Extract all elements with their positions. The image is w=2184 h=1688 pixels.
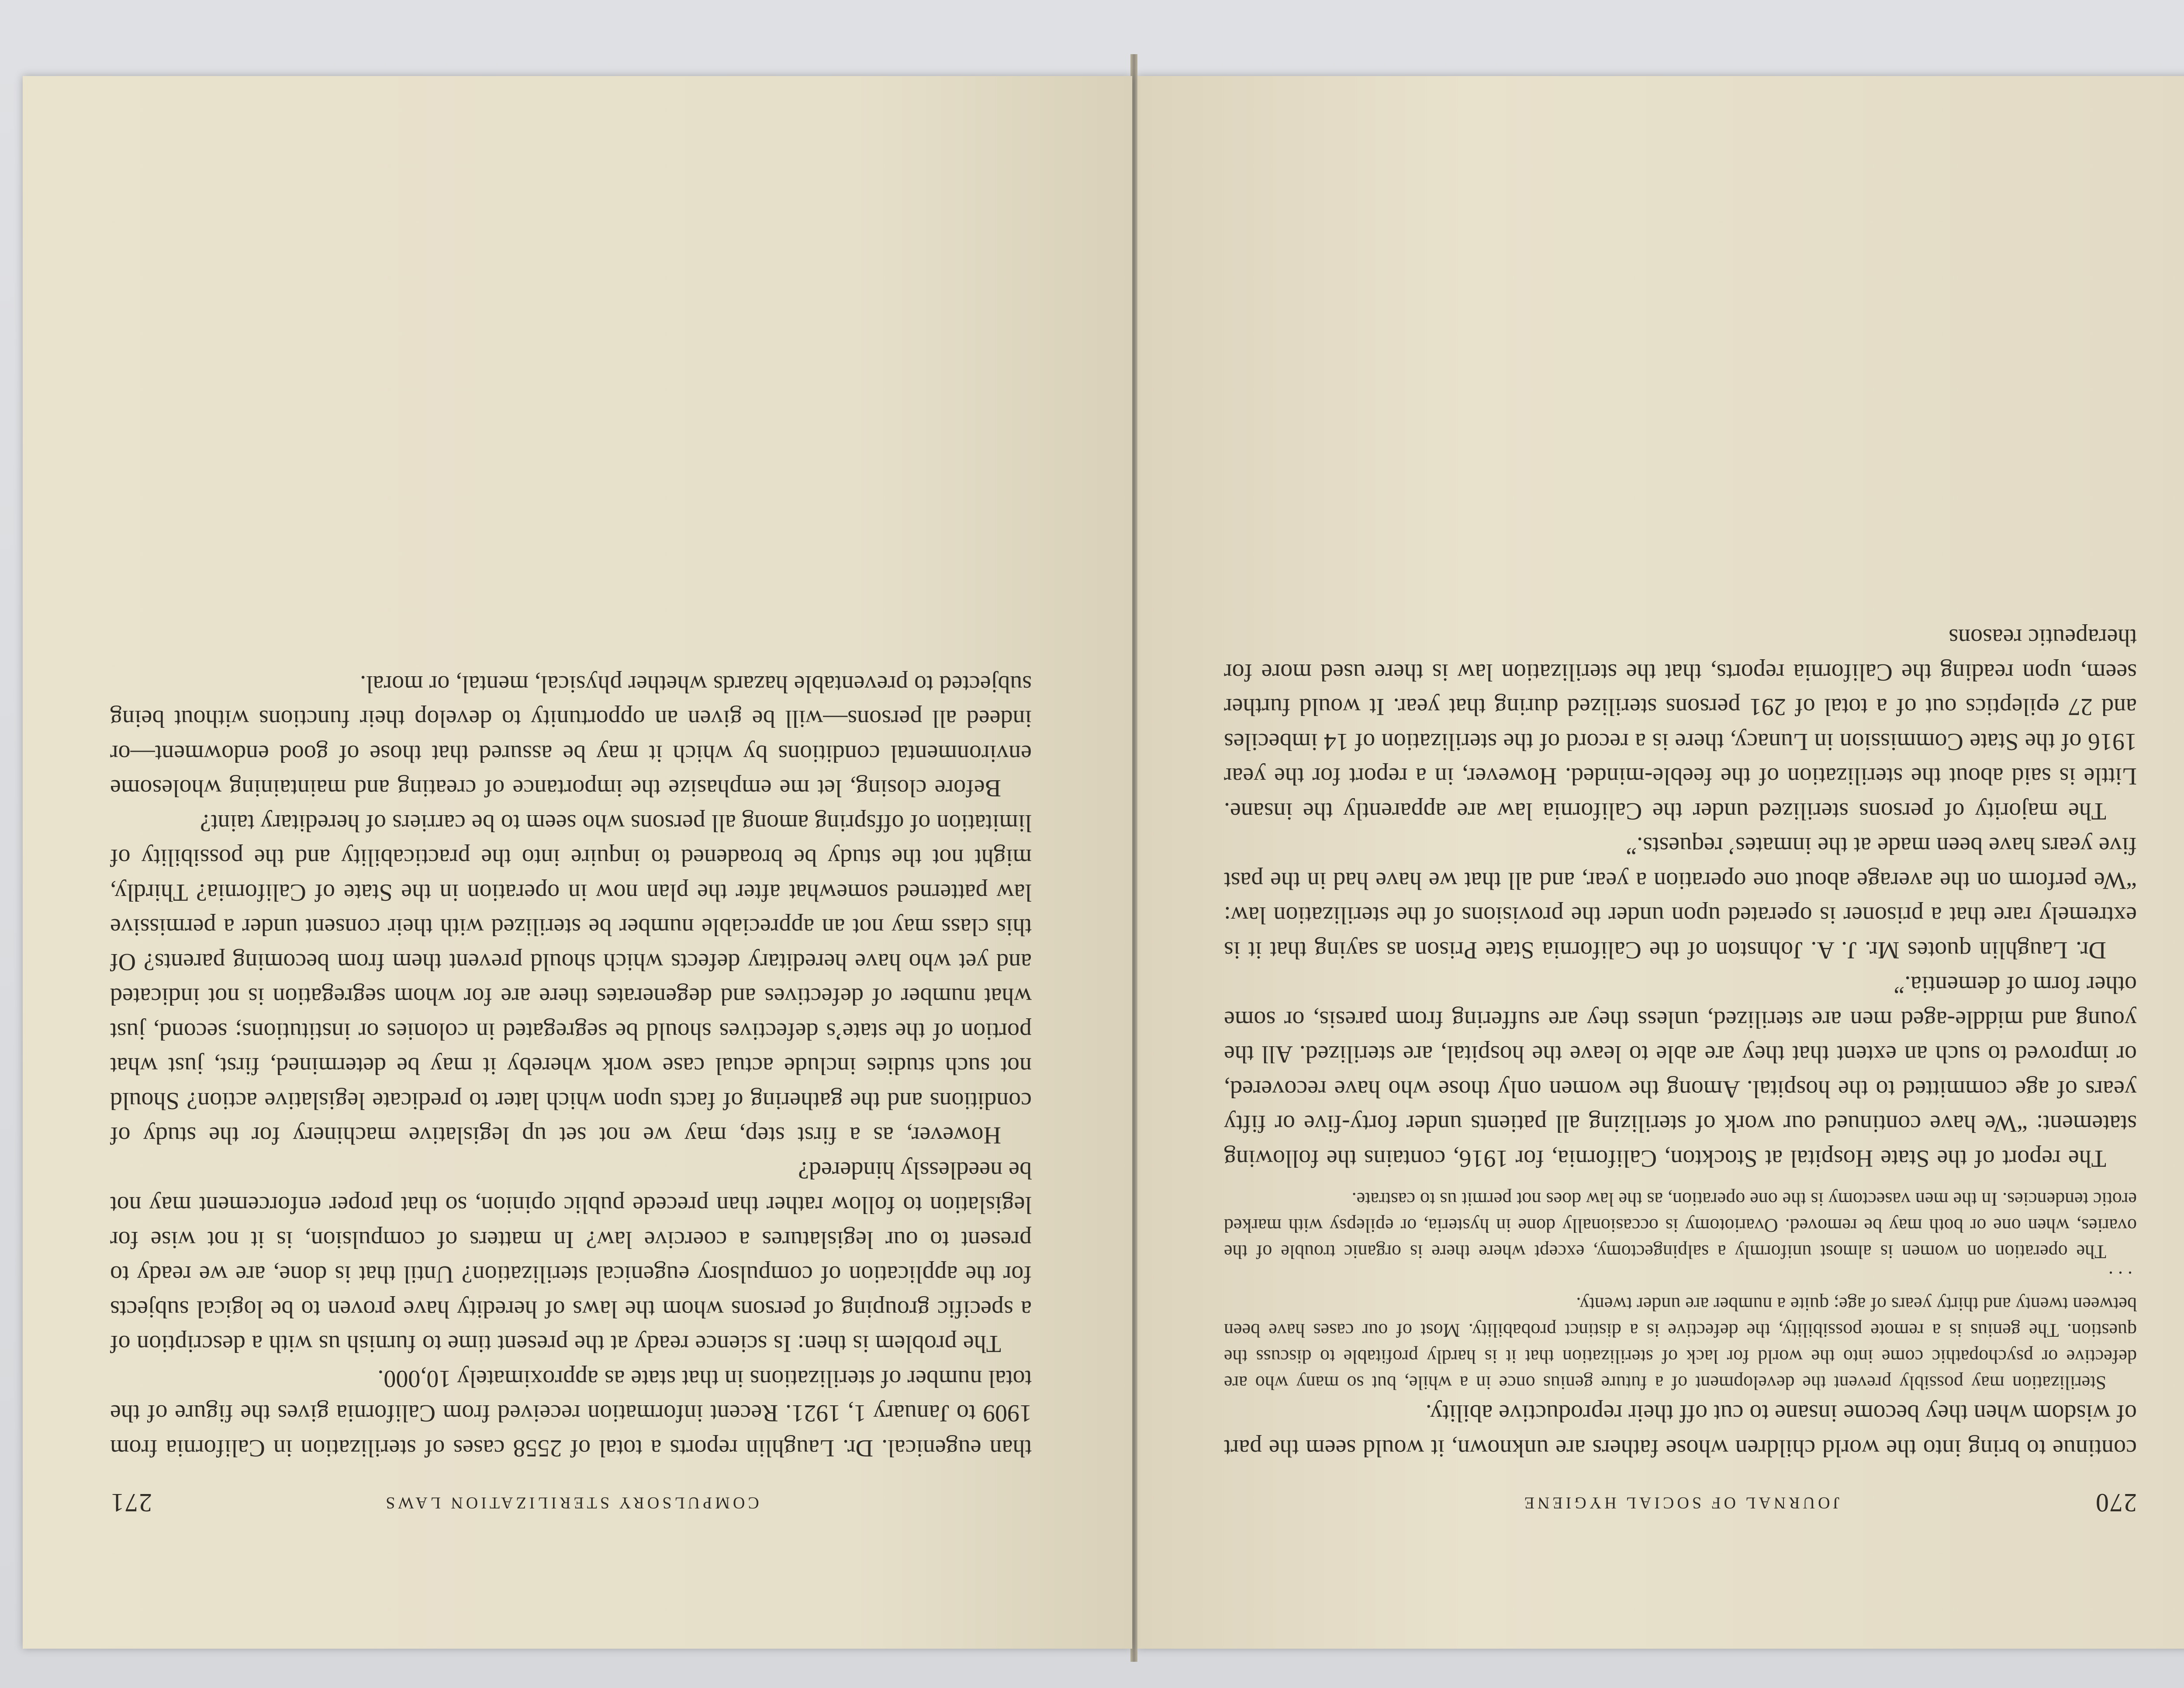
page-number-270: 270: [2095, 1488, 2137, 1517]
running-head-title-271: COMPULSORY STERILIZATION LAWS: [383, 1494, 759, 1512]
page-271-body: [110, 667, 1032, 1466]
running-head-title-270: JOURNAL OF SOCIAL HYGIENE: [1521, 1494, 1840, 1512]
paragraph: Before closing, let me emphasize the importance of creating and maintaining wholesome environmental conditions by which it may be assured that those of good endowment—or indeed all persons—will be given an opportunity to develop their functions without being subjected to preventable hazards whether physical, mental, or moral.: [110, 671, 1032, 802]
page-271: [23, 76, 1132, 1649]
paragraph: Dr. Laughlin quotes Mr. J. A. Johnston of the California State Prison as saying that it is extremely rare that a prisoner is operated upon under the provisions of the sterilization law: “We perform on the average about one operation a year, and all that we have had in the past five years have been made at the inmates’ requests.”: [1224, 832, 2137, 964]
page-270: [1137, 76, 2184, 1649]
page-number-271: 271: [110, 1488, 152, 1517]
paragraph: The problem is then: Is science ready at the present time to furnish us with a description of a specific grouping of persons whom the laws of heredity have proven to be logical subjects for the application of compulsory eugenical sterilization? Until that is done, are we ready to present to our legislatures a coercive law? In matters of compulsion, is it not wise for legislation to follow rather than precede public opinion, so that proper enforcement may not be needlessly hindered?: [110, 1157, 1032, 1358]
running-head-270: [1224, 1487, 2137, 1518]
running-head-271: [110, 1487, 1032, 1518]
paragraph: However, as a first step, may we not set up legislative machinery for the study of conditions and the gathering of facts upon which later to predicate legislative action? Should not such studies include actual case work whereby it may be determined, first, just what portion of the state’s defectives should be segregated in colonies or institutions; second, just what number of defectives and degenerates there are for whom segregation is not indicated and yet who have hereditary defects which should prevent them from becoming parents? Of this class may not an appreciable number be sterilized with their consent under a permissive law patterned somewhat after the plan now in operation in the State of California? Thirdly, might not the study be broadened to inquire into the practicability and the possibility of limitation of offspring among all persons who seem to be carriers of hereditary taint?: [110, 809, 1032, 1149]
page-270-body: [1224, 620, 2137, 1465]
quoted-paragraph: The operation on women is almost uniformly a salpingectomy, except where there is organic trouble of the ovaries, when one or both may be removed. Ovariotomy is occasionally done in hysteria, or epilepsy with marked erotic tendencies. In the men vasectomy is the one operation, as the law does not permit us to castrate.: [1224, 1189, 2137, 1263]
quoted-paragraph: Sterilization may possibly prevent the development of a future genius once in a while, but so many who are defective or psychopathic come into the world for lack of sterilization that it is hardly profitable to discuss the question. The genius is a remote possibility, the defective is a distinct probability. Most of our cases have been between twenty and thirty years of age; quite a number are under twenty.: [1224, 1294, 2137, 1394]
paragraph: The majority of persons sterilized under the California law are apparently the insane. Little is said about the sterilization of the feeble-minded. However, in a report for the year 1916 of the State Commission in Lunacy, there is a record of the sterilization of 14 imbeciles and 27 epileptics out of a total of 291 persons sterilized during that year. It would further seem, upon reading the California reports, that the sterilization law is there used more for therapeutic reasons: [1224, 624, 2137, 825]
paragraph: than eugenical. Dr. Laughlin reports a total of 2558 cases of sterilization in California from 1909 to January 1, 1921. Recent information received from California gives the figure of the total number of sterilizations in that state as approximately 10,000.: [110, 1365, 1032, 1462]
ellipsis: . . .: [2108, 1267, 2132, 1289]
paragraph: The report of the State Hospital at Stockton, California, for 1916, contains the following statement: “We have continued our work of sterilizing all patients under forty-five or fifty years of age committed to the hospital. Among the women only those who have recovered, or improved to such an extent that they are able to leave the hospital, are sterilized. All the young and middle-aged men are sterilized, unless they are suffering from paresis, or some other form of dementia.”: [1224, 971, 2137, 1172]
paragraph: continue to bring into the world children whose fathers are unknown, it would seem the part of wisdom when they become insane to cut off their reproductive ability.: [1224, 1400, 2137, 1462]
